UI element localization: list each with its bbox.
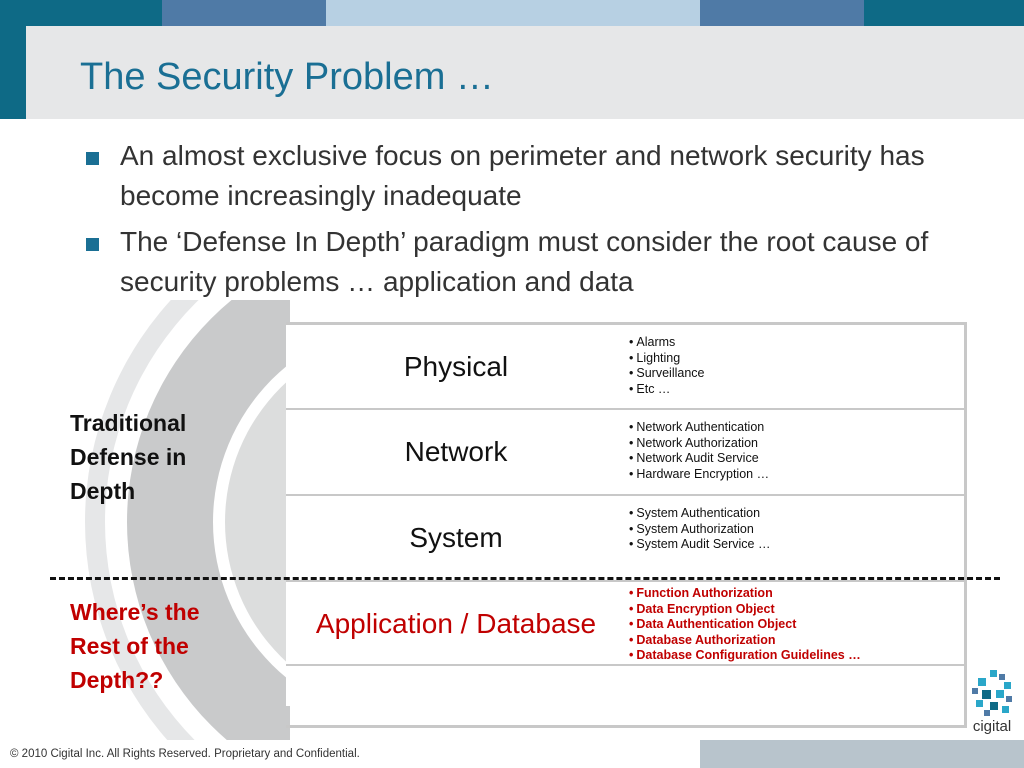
layer-item: • Function Authorization — [629, 586, 861, 602]
layer-item: • Network Audit Service — [629, 451, 769, 467]
traditional-defense-label: Traditional Defense in Depth — [70, 410, 187, 504]
layer-system — [286, 494, 964, 580]
layer-title: Network — [404, 436, 508, 467]
layer-physical — [286, 323, 964, 409]
slide-title: The Security Problem … — [80, 56, 494, 98]
layer-item: • Database Authorization — [629, 633, 861, 649]
layer-item: • Alarms — [629, 335, 704, 351]
layer-item: • Data Authentication Object — [629, 617, 861, 633]
layer-item-list — [629, 506, 770, 553]
layer-item-list — [629, 420, 769, 482]
layer-item: • Network Authorization — [629, 436, 769, 452]
layer-item: • Etc … — [629, 382, 704, 398]
layer-item: • System Authorization — [629, 522, 770, 538]
layer-item: • System Audit Service … — [629, 537, 770, 553]
rest-of-depth-label: Where’s the Rest of the Depth?? — [70, 599, 200, 693]
layer-title: Application / Database — [315, 608, 597, 639]
layer-item: • Database Configuration Guidelines … — [629, 648, 861, 664]
layer-empty-1 — [286, 664, 964, 706]
logo-text: cigital — [972, 718, 1012, 735]
layer-item: • Surveillance — [629, 366, 704, 382]
layer-item: • Lighting — [629, 351, 704, 367]
dashed-divider — [50, 577, 1000, 580]
layer-application-database — [286, 580, 964, 666]
layer-item: • System Authentication — [629, 506, 770, 522]
layer-network — [286, 408, 964, 494]
layer-item: • Data Encryption Object — [629, 602, 861, 618]
bullet-text: An almost exclusive focus on perimeter and network security has become increasingly inadequate — [120, 140, 925, 211]
layer-item-list — [629, 335, 704, 397]
layer-title: Physical — [403, 351, 509, 382]
cigital-logo-icon — [966, 668, 1018, 718]
layer-item: • Hardware Encryption … — [629, 467, 769, 483]
layer-item: • Network Authentication — [629, 420, 769, 436]
footer-accent-bar — [700, 740, 1024, 768]
layer-title: System — [409, 522, 503, 553]
copyright-text: © 2010 Cigital Inc. All Rights Reserved. Proprietary and Confidential. — [10, 748, 360, 760]
bullet-text: The ‘Defense In Depth’ paradigm must consider the root cause of security problems … application and data — [120, 226, 929, 297]
layer-item-list — [629, 586, 861, 664]
cigital-logo — [966, 668, 1018, 736]
